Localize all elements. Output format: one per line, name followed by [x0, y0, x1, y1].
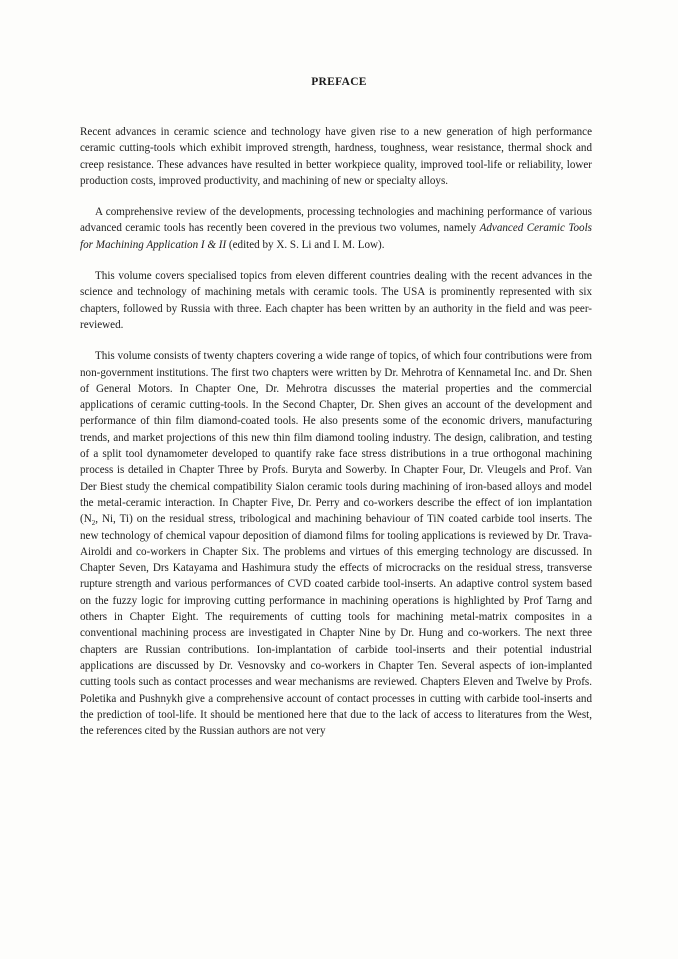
paragraph-2 — [80, 204, 592, 253]
paragraph-4-text-a: This volume consists of twenty chapters covering a wide range of topics, of which four contributions were from non-government institutions. The first two chapters were written by Dr. Mehrotra of Kennametal Inc. and Dr. Shen of General Motors. In Chapter One, Dr. Mehrotra discusses the material properties and the commercial applications of ceramic cutting-tools. In the Second Chapter, Dr. Shen gives an account of the development and performance of thin film diamond-coated tools. He also presents some of the economic drivers, manufacturing trends, and market projections of this new thin film diamond tooling industry. The design, calibration, and testing of a split tool dynamometer developed to quantify rake face stress distributions in a true orthogonal machining process is detailed in Chapter Three by Profs. Buryta and Sowerby. In Chapter Four, Dr. Vleugels and Prof. Van Der Biest study the chemical compatibility Sialon ceramic tools during machining of iron-based alloys and model the metal-ceramic interaction. In Chapter Five, Dr. Perry and co-workers describe the effect of ion implantation (N — [80, 350, 592, 526]
preface-body — [80, 124, 592, 739]
paragraph-2-text-b: (edited by X. S. Li and I. M. Low). — [226, 238, 385, 251]
page-title: PREFACE — [311, 76, 367, 88]
paragraph-4 — [80, 348, 592, 739]
paragraph-1: Recent advances in ceramic science and technology have given rise to a new generation of high performance ceramic cutting-tools which exhibit improved strength, hardness, toughness, wear resistance, thermal shock and creep resistance. These advances have resulted in better workpiece quality, improved tool-life or reliability, lower production costs, improved productivity, and machining of new or specialty alloys. — [80, 126, 592, 187]
book-title-italic: Advanced Ceramic Tools for Machining Application I & II — [80, 222, 592, 251]
paragraph-4-text-b: , Ni, Ti) on the residual stress, tribological and machining behaviour of TiN coated carbide tool inserts. The new technology of chemical vapour deposition of diamond films for tooling applications is reviewed by Dr. Trava-Airoldi and co-workers in Chapter Six. The problems and virtues of this emerging technology are discussed. In Chapter Seven, Drs Katayama and Hashimura study the effects of microcracks on the residual stress, transverse rupture strength and various performances of CVD coated carbide tool-inserts. An adaptive control system based on the fuzzy logic for improving cutting performance in machining operations is highlighted by Prof Tarng and others in Chapter Eight. The requirements of cutting tools for machining metal-matrix composites in a conventional machining process are investigated in Chapter Nine by Dr. Hung and co-workers. The next three chapters are Russian contributions. Ion-implantation of carbide tool-inserts and their potential industrial applications are discussed by Dr. Vesnovsky and co-workers in Chapter Ten. Several aspects of ion-implanted cutting tools such as contact processes and wear mechanisms are reviewed. Chapters Eleven and Twelve by Profs. Poletika and Pushnykh give a comprehensive account of contact processes in cutting with carbide tool-inserts and the prediction of tool-life. It should be mentioned here that due to the lack of access to literatures from the West, the references cited by the Russian authors are not very — [80, 513, 592, 738]
paragraph-2-text-a: A comprehensive review of the developments, processing technologies and machining performance of various advanced ceramic tools has recently been covered in the previous two volumes, namely — [80, 206, 592, 235]
subscript-2: 2 — [91, 519, 96, 528]
paragraph-3: This volume covers specialised topics from eleven different countries dealing with the recent advances in the science and technology of machining metals with ceramic tools. The USA is prominently represented with six chapters, followed by Russia with three. Each chapter has been written by an authority in the field and was peer-reviewed. — [80, 270, 592, 331]
